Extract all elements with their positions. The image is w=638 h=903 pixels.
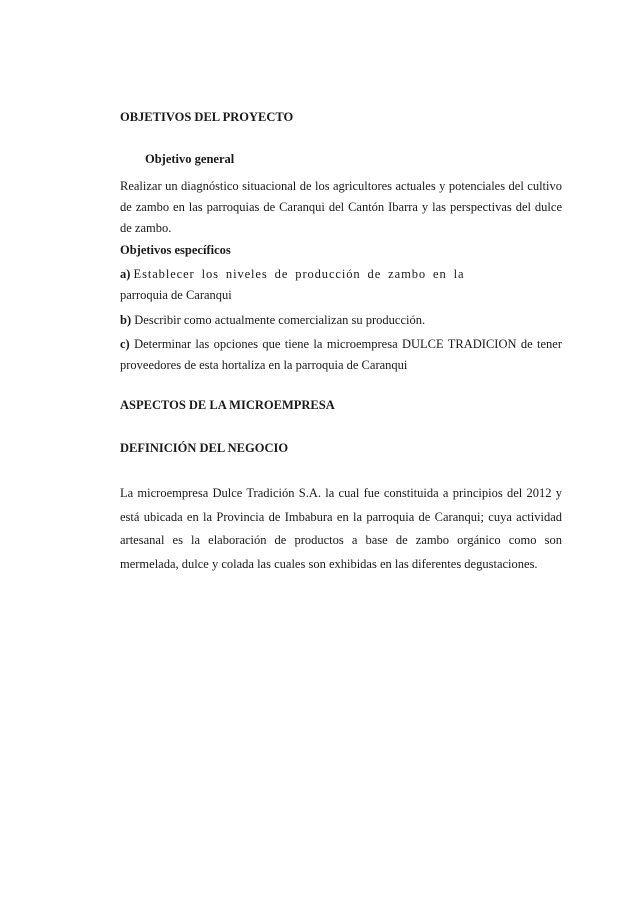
heading-aspectos-microempresa: ASPECTOS DE LA MICROEMPRESA xyxy=(120,398,335,412)
item-b-text: Describir como actualmente comercializan su producción. xyxy=(134,313,426,327)
item-a-line2: parroquia de Caranqui xyxy=(120,288,232,302)
document-page xyxy=(120,0,562,903)
heading-objetivo-general: Objetivo general xyxy=(145,152,235,166)
objetivo-general-text: Realizar un diagnóstico situacional de los agricultores actuales y potenciales del cultivo de zambo en las parroquias de Caranqui del Cantón Ibarra y las perspectivas del dulce de zambo. xyxy=(120,179,562,235)
heading-definicion-negocio: DEFINICIÓN DEL NEGOCIO xyxy=(120,441,289,455)
heading-objetivos-proyecto: OBJETIVOS DEL PROYECTO xyxy=(120,110,294,124)
objetivo-item-c xyxy=(120,334,562,376)
item-c-marker: c) xyxy=(120,337,130,351)
heading-objetivos-especificos: Objetivos específicos xyxy=(120,243,231,257)
item-b-marker: b) xyxy=(120,313,132,327)
item-a-marker: a) xyxy=(120,267,131,281)
item-c-text: Determinar las opciones que tiene la microempresa DULCE TRADICION de tener proveedores de esta hortaliza en la parroquia de Caranqui xyxy=(120,337,563,372)
objetivo-item-b xyxy=(120,310,562,331)
objetivo-item-a xyxy=(120,264,562,306)
definicion-negocio-paragraph: La microempresa Dulce Tradición S.A. la cual fue constituida a principios del 2012 y está ubicada en la Provincia de Imbabura en la parroquia de Caranqui; cuya actividad artesanal es la elaboración de productos a base de zambo orgánico como son mermelada, dulce y colada las cuales son exhibidas en las diferentes degustaciones. xyxy=(120,486,562,571)
item-a-line1: Establecer los niveles de producción de zambo en la xyxy=(133,267,465,281)
